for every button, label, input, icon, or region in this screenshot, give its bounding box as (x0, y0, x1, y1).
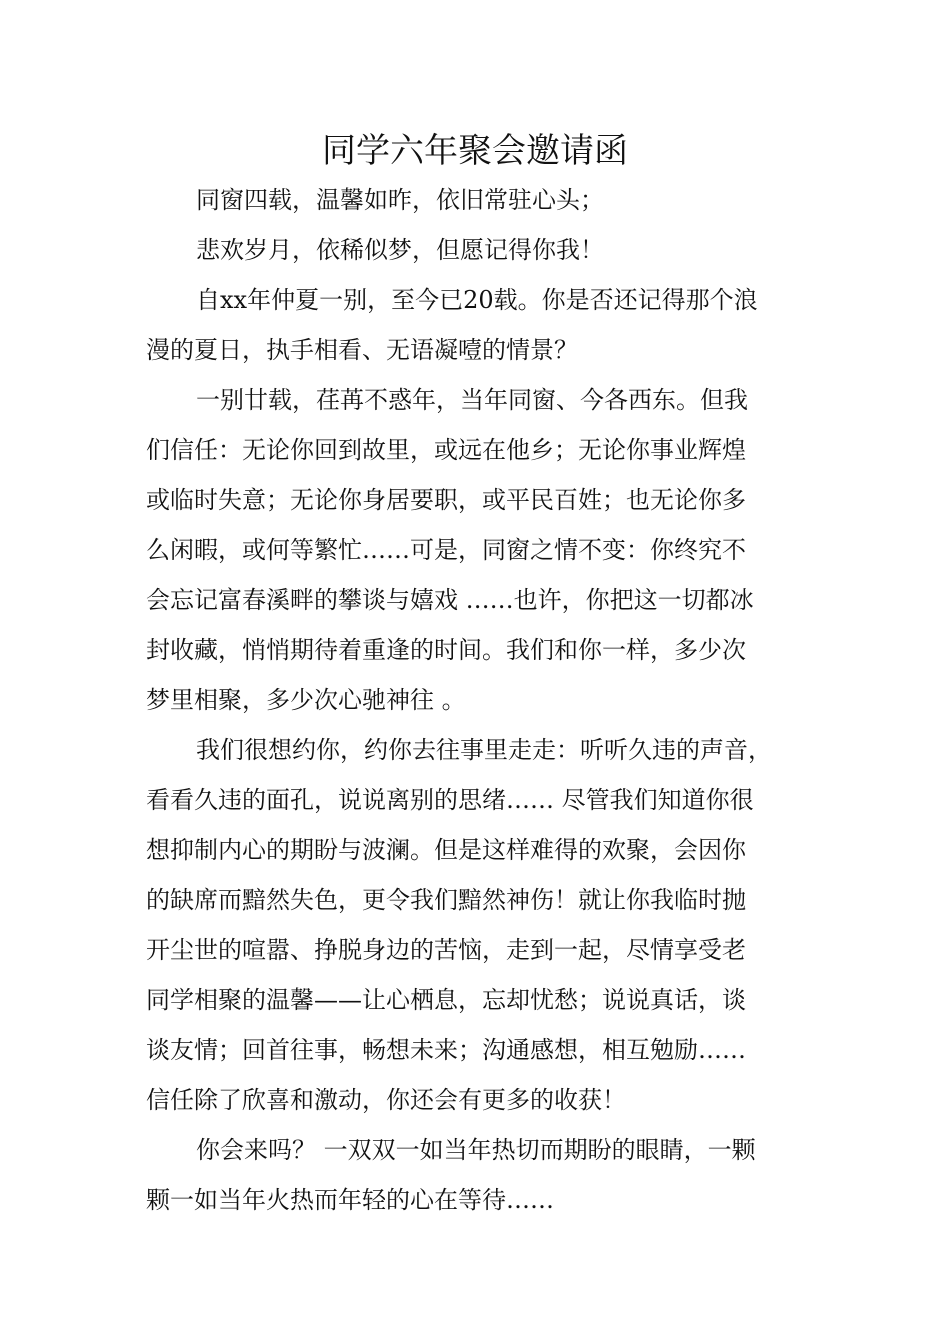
paragraph-1-line-1: 自xx年仲夏一别，至今已20载。你是否还记得那个浪 (196, 286, 758, 314)
paragraph-2-line-6: 封收藏，悄悄期待着重逢的时间。我们和你一样，多少次 (146, 636, 746, 664)
paragraph-3-line-4: 的缺席而黯然失色，更令我们黯然神伤！就让你我临时抛 (146, 886, 746, 914)
paragraph-2-line-1: 一别廿载，荏苒不惑年，当年同窗、今各西东。但我 (196, 386, 748, 414)
paragraph-4-line-1: 你会来吗？ 一双双一如当年热切而期盼的眼睛，一颗 (196, 1136, 756, 1164)
paragraph-4-line-2: 颗一如当年火热而年轻的心在等待…… (146, 1186, 554, 1214)
paragraph-1-line-2: 漫的夏日，执手相看、无语凝噎的情景？ (146, 336, 578, 364)
paragraph-3-line-1: 我们很想约你，约你去往事里走走：听听久违的声音， (196, 736, 772, 764)
verse-line-1: 同窗四载，温馨如昨，依旧常驻心头； (196, 186, 604, 214)
document-title: 同学六年聚会邀请函 (322, 131, 628, 171)
paragraph-3-line-6: 同学相聚的温馨——让心栖息，忘却忧愁；说说真话，谈 (146, 986, 746, 1014)
paragraph-2-line-4: 么闲暇，或何等繁忙……可是，同窗之情不变：你终究不 (146, 536, 746, 564)
paragraph-2-line-5: 会忘记富春溪畔的攀谈与嬉戏 ……也许，你把这一切都冰 (146, 586, 754, 614)
paragraph-3-line-3: 想抑制内心的期盼与波澜。但是这样难得的欢聚，会因你 (146, 836, 746, 864)
verse-line-2: 悲欢岁月，依稀似梦，但愿记得你我！ (196, 236, 604, 264)
paragraph-2-line-2: 们信任：无论你回到故里，或远在他乡；无论你事业辉煌 (146, 436, 746, 464)
paragraph-3-line-5: 开尘世的喧嚣、挣脱身边的苦恼，走到一起，尽情享受老 (146, 936, 746, 964)
paragraph-3-line-2: 看看久违的面孔，说说离别的思绪…… 尽管我们知道你很 (146, 786, 754, 814)
paragraph-3-line-8: 信任除了欣喜和激动，你还会有更多的收获！ (146, 1086, 626, 1114)
paragraph-3-line-7: 谈友情；回首往事，畅想未来；沟通感想，相互勉励…… (146, 1036, 746, 1064)
paragraph-2-line-7: 梦里相聚，多少次心驰神往 。 (146, 686, 466, 714)
paragraph-2-line-3: 或临时失意；无论你身居要职，或平民百姓；也无论你多 (146, 486, 746, 514)
